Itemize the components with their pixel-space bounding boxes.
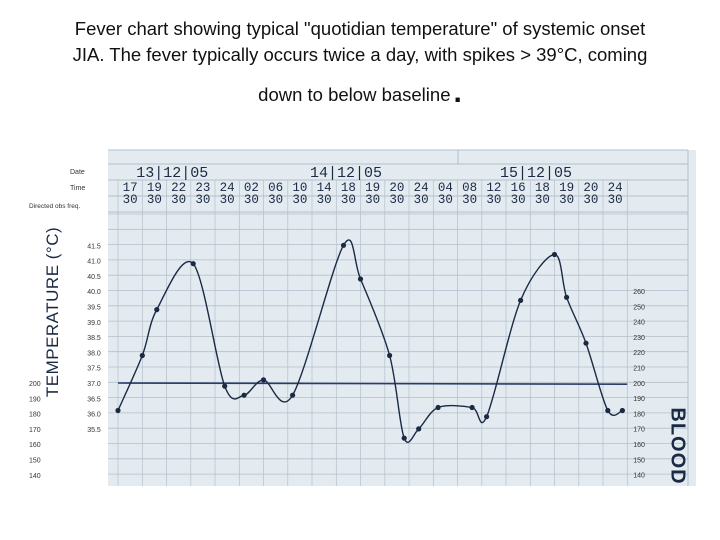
row-label-time: Time xyxy=(70,185,86,192)
temperature-point xyxy=(583,341,588,346)
time-minute-label: 30 xyxy=(316,193,332,207)
right-bp-tick-label: 180 xyxy=(633,411,645,419)
time-minute-label: 30 xyxy=(486,193,502,207)
temp-tick-label: 40.0 xyxy=(87,289,101,297)
time-hour-label: 20 xyxy=(389,181,405,195)
time-hour-label: 12 xyxy=(486,181,502,195)
temperature-point xyxy=(564,295,569,300)
temp-tick-label: 35.5 xyxy=(87,426,101,434)
left-bp-tick-label: 190 xyxy=(29,396,41,404)
temp-tick-label: 37.5 xyxy=(87,365,101,373)
date-label: 13|12|05 xyxy=(136,165,209,182)
time-hour-label: 08 xyxy=(462,181,478,195)
time-hour-label: 17 xyxy=(122,181,138,195)
temperature-point xyxy=(470,405,475,410)
time-hour-label: 14 xyxy=(316,181,332,195)
time-minute-label: 30 xyxy=(510,193,526,207)
time-minute-label: 30 xyxy=(607,193,623,207)
temperature-point xyxy=(402,436,407,441)
temperature-point xyxy=(191,261,196,266)
temp-tick-label: 41.5 xyxy=(87,243,101,251)
temperature-point xyxy=(222,384,227,389)
temp-tick-label: 41.0 xyxy=(87,258,101,266)
right-bp-tick-label: 170 xyxy=(633,426,645,434)
temp-tick-label: 38.0 xyxy=(87,350,101,358)
fever-chart xyxy=(29,150,696,486)
time-minute-label: 30 xyxy=(146,193,162,207)
time-hour-label: 24 xyxy=(607,181,623,195)
time-minute-label: 30 xyxy=(243,193,259,207)
date-label: 15|12|05 xyxy=(500,165,573,182)
temperature-point xyxy=(552,252,557,257)
caption-line-3-text: down to below baseline xyxy=(258,84,451,105)
left-bp-tick-label: 150 xyxy=(29,457,41,465)
time-minute-label: 30 xyxy=(389,193,405,207)
right-bp-tick-label: 160 xyxy=(633,442,645,449)
chart-caption xyxy=(20,16,700,108)
caption-period: . xyxy=(453,76,462,109)
right-bp-tick-label: 220 xyxy=(633,350,645,358)
left-bp-tick-label: 140 xyxy=(29,472,41,480)
temperature-point xyxy=(518,298,523,303)
row-label-obs: Directed obs freq. xyxy=(29,203,81,210)
right-bp-tick-label: 190 xyxy=(633,396,645,404)
time-minute-label: 30 xyxy=(462,193,478,207)
time-minute-label: 30 xyxy=(122,193,138,207)
caption-line-3 xyxy=(20,76,700,109)
temp-tick-label: 40.5 xyxy=(87,273,101,281)
temperature-series-line xyxy=(118,240,622,442)
time-minute-label: 30 xyxy=(219,193,235,207)
temp-tick-label: 38.5 xyxy=(87,335,101,343)
right-axis-label: BLOOD xyxy=(666,407,689,485)
time-hour-label: 19 xyxy=(146,181,162,195)
time-hour-label: 18 xyxy=(340,181,356,195)
left-bp-tick-label: 180 xyxy=(29,411,41,419)
temperature-point xyxy=(115,408,120,413)
temperature-point xyxy=(605,408,610,413)
right-bp-tick-label: 250 xyxy=(633,304,645,312)
temperature-point xyxy=(154,307,159,312)
time-hour-label: 19 xyxy=(559,181,575,195)
time-minute-label: 30 xyxy=(437,193,453,207)
time-minute-label: 30 xyxy=(171,193,187,207)
time-hour-label: 24 xyxy=(413,181,429,195)
temperature-point xyxy=(242,393,247,398)
temperature-point xyxy=(140,353,145,358)
time-hour-label: 10 xyxy=(292,181,308,195)
right-bp-tick-label: 210 xyxy=(633,365,645,373)
series-group xyxy=(115,240,625,442)
caption-line-2: JIA. The fever typically occurs twice a day, with spikes > 39°C, coming xyxy=(72,44,648,65)
temperature-point xyxy=(387,353,392,358)
temp-tick-label: 37.0 xyxy=(87,381,101,388)
time-hour-label: 06 xyxy=(268,181,284,195)
temperature-point xyxy=(484,414,489,419)
y-axis-label: TEMPERATURE (°C) xyxy=(43,226,62,398)
time-hour-label: 19 xyxy=(365,181,381,195)
right-bp-tick-label: 260 xyxy=(633,289,645,296)
time-hour-label: 04 xyxy=(437,181,453,195)
time-minute-label: 30 xyxy=(559,193,575,207)
temperature-point xyxy=(436,405,441,410)
time-hour-label: 16 xyxy=(510,181,526,195)
caption-line-1: Fever chart showing typical "quotidian temperature" of systemic onset xyxy=(74,18,646,39)
temperature-point xyxy=(416,426,421,431)
row-label-date: Date xyxy=(70,169,85,176)
temperature-point xyxy=(290,393,295,398)
time-hour-label: 18 xyxy=(534,181,550,195)
time-minute-label: 30 xyxy=(534,193,550,207)
time-hour-label: 24 xyxy=(219,181,235,195)
temperature-point xyxy=(358,276,363,281)
right-bp-tick-label: 140 xyxy=(633,472,645,480)
left-bp-tick-label: 160 xyxy=(29,442,41,450)
temp-tick-label: 36.0 xyxy=(87,411,101,419)
temperature-point xyxy=(341,243,346,248)
left-bp-tick-label: 170 xyxy=(29,426,41,434)
time-hour-label: 02 xyxy=(243,181,259,195)
temp-tick-label: 39.5 xyxy=(87,304,101,312)
baseline-line xyxy=(118,383,627,384)
temperature-point xyxy=(620,408,625,413)
time-minute-label: 30 xyxy=(365,193,381,207)
baseline-group xyxy=(118,383,627,384)
time-minute-label: 30 xyxy=(413,193,429,207)
date-label: 14|12|05 xyxy=(310,165,383,182)
time-minute-label: 30 xyxy=(268,193,284,207)
time-minute-label: 30 xyxy=(292,193,308,207)
temperature-point xyxy=(261,377,266,382)
left-bp-tick-label: 200 xyxy=(29,381,41,388)
fever-chart-svg xyxy=(29,150,696,486)
right-bp-tick-label: 200 xyxy=(633,380,645,388)
time-hour-label: 20 xyxy=(583,181,599,195)
right-bp-tick-label: 230 xyxy=(633,334,645,342)
time-hour-label: 23 xyxy=(195,181,211,195)
right-bp-tick-label: 150 xyxy=(633,457,645,465)
time-minute-label: 30 xyxy=(583,193,599,207)
temp-tick-label: 39.0 xyxy=(87,319,101,327)
time-minute-label: 30 xyxy=(340,193,356,207)
right-bp-tick-label: 240 xyxy=(633,319,645,327)
time-hour-label: 22 xyxy=(171,181,187,195)
time-minute-label: 30 xyxy=(195,193,211,207)
temp-tick-label: 36.5 xyxy=(87,396,101,404)
